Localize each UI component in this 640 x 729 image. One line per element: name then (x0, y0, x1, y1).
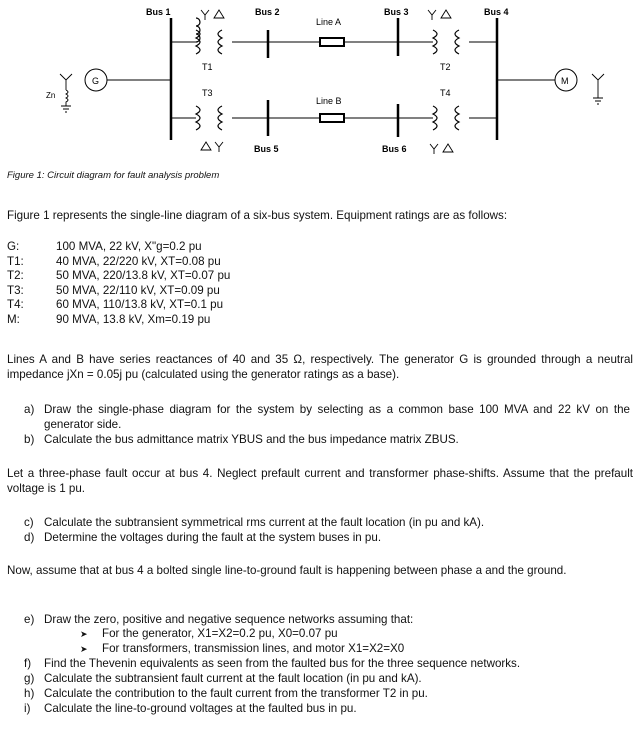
lines-paragraph: Lines A and B have series reactances of 40 and 35 Ω, respectively. The generator G is grounded through a neutral impedance jXn = 0.05j pu (calculated using the generator ratings as a base). (7, 353, 633, 381)
bus-5-label: Bus 5 (254, 144, 279, 154)
line-b-reactance (320, 114, 344, 122)
question-item: f) Find the Thevenin equivalents as seen from the faulted bus for the three sequence networks. (24, 657, 521, 670)
motor-grounding-icon (592, 74, 604, 104)
rating-row: T1: 40 MVA, 22/220 kV, XT=0.08 pu (7, 254, 221, 268)
transformer-t3-icon (196, 106, 222, 130)
t3-delta-wye-icon (201, 142, 223, 152)
question-item: g) Calculate the subtransient fault current at the fault location (in pu and kA). (24, 672, 422, 685)
bullet-item: ➤ For the generator, X1=X2=0.2 pu, X0=0.07 pu (80, 627, 338, 640)
slg-paragraph: Now, assume that at bus 4 a bolted single line-to-ground fault is happening between phase a and the ground. (7, 564, 567, 577)
line-a-reactance (320, 38, 344, 46)
question-item: a) Draw the single-phase diagram for the system by selecting as a common base 100 MVA and 22 kV on the generator side. (24, 403, 630, 431)
figure-caption: Figure 1: Circuit diagram for fault analysis problem (7, 170, 220, 181)
t2-label: T2 (440, 62, 451, 72)
t1-label: T1 (202, 62, 213, 72)
line-a-label: Line A (316, 17, 342, 27)
neutral-impedance-label: Zn (46, 91, 56, 100)
transformer-t2-icon (433, 30, 459, 54)
rating-row: M: 90 MVA, 13.8 kV, Xm=0.19 pu (7, 312, 211, 326)
rating-row: T3: 50 MVA, 22/110 kV, XT=0.09 pu (7, 283, 220, 297)
t2-wye-delta-icon (428, 10, 451, 20)
question-item: c) Calculate the subtransient symmetrical rms current at the fault location (in pu and kA). (24, 516, 485, 529)
transformer-t1-icon (196, 18, 222, 54)
arrow-bullet-icon: ➤ (80, 643, 88, 654)
line-b-label: Line B (316, 96, 342, 106)
arrow-bullet-icon: ➤ (80, 629, 88, 639)
t1-wye-delta-icon (201, 10, 224, 20)
intro-paragraph: Figure 1 represents the single-line diagram of a six-bus system. Equipment ratings are as follows: (7, 209, 508, 222)
t4-wye-delta-icon (430, 144, 453, 154)
question-item: e) Draw the zero, positive and negative sequence networks assuming that: (24, 613, 414, 626)
question-item: i) Calculate the line-to-ground voltages at the faulted bus in pu. (24, 702, 357, 715)
single-line-diagram (0, 0, 640, 168)
transformer-t4-icon (433, 106, 459, 130)
generator-grounding-icon (60, 74, 72, 112)
rating-row: G: 100 MVA, 22 kV, X"g=0.2 pu (7, 240, 202, 253)
generator-label: G (92, 76, 100, 86)
fault-paragraph: Let a three-phase fault occur at bus 4. Neglect prefault current and transformer phase-shifts. Assume that the prefault voltage is 1 pu. (7, 467, 633, 495)
question-item: b) Calculate the bus admittance matrix YBUS and the bus impedance matrix ZBUS. (24, 433, 459, 446)
question-item: d) Determine the voltages during the fault at the system buses in pu. (24, 531, 382, 544)
question-item: h) Calculate the contribution to the fault current from the transformer T2 in pu. (24, 687, 428, 700)
bus-2-label: Bus 2 (255, 7, 280, 17)
bus-1-label: Bus 1 (146, 7, 171, 17)
rating-row: T4: 60 MVA, 110/13.8 kV, XT=0.1 pu (7, 298, 224, 311)
motor-label: M (561, 76, 569, 86)
t3-label: T3 (202, 88, 213, 98)
bus-3-label: Bus 3 (384, 7, 409, 17)
bus-4-label: Bus 4 (484, 7, 509, 17)
t4-label: T4 (440, 88, 451, 98)
bullet-item: ➤ For transformers, transmission lines, and motor X1=X2=X0 (80, 641, 405, 655)
bus-6-label: Bus 6 (382, 144, 407, 154)
rating-row: T2: 50 MVA, 220/13.8 kV, XT=0.07 pu (7, 269, 231, 282)
